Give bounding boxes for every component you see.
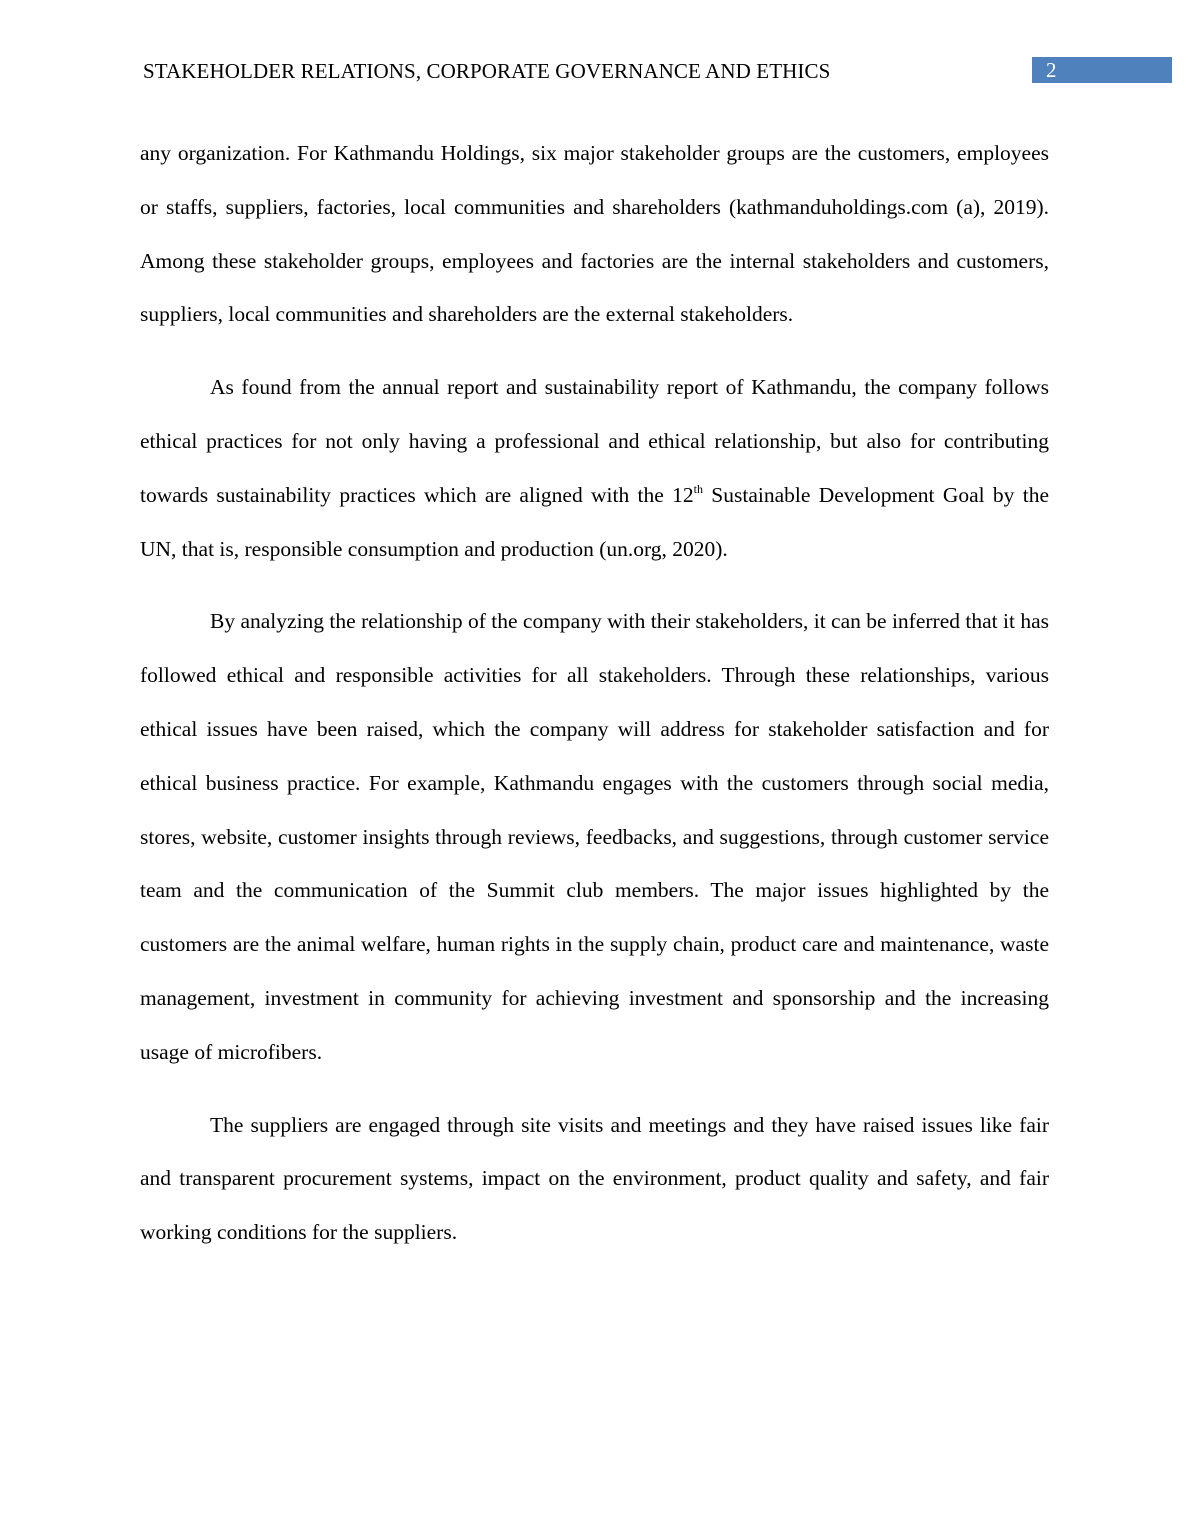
page-number-badge xyxy=(1032,57,1172,83)
paragraph-ethical-practices xyxy=(140,361,1049,576)
paragraph-supplier-engagement: The suppliers are engaged through site visits and meetings and they have raised issues like fair and transparent procurement systems, impact on the environment, product quality and safety, and fair working conditions for the suppliers. xyxy=(140,1112,1049,1245)
paragraph-customer-engagement: By analyzing the relationship of the company with their stakeholders, it can be inferred that it has followed ethical and responsible activities for all stakeholders. Through these relationships, various ethical issues have been raised, which the company will address for stakeholder satisfaction and for ethical business practice. For example, Kathmandu engages with the customers through social media, stores, website, customer insights through reviews, feedbacks, and suggestions, through customer service team and the communication of the Summit club members. The major issues highlighted by the customers are the animal welfare, human rights in the supply chain, product care and maintenance, waste management, investment in community for achieving investment and sponsorship and the increasing usage of microfibers. xyxy=(140,609,1049,1064)
ordinal-superscript: th xyxy=(693,481,703,496)
paragraph-stakeholder-groups: any organization. For Kathmandu Holdings, six major stakeholder groups are the customers, employees or staffs, suppliers, factories, local communities and shareholders (kathmanduholdings.com (a), 2019). Among these stakeholder groups, employees and factories are the internal stakeholders and customers, suppliers, local communities and shareholders are the external stakeholders. xyxy=(140,141,1049,327)
body-text xyxy=(140,127,1049,1279)
running-head: STAKEHOLDER RELATIONS, CORPORATE GOVERNANCE AND ETHICS xyxy=(143,59,831,83)
page-number: 2 xyxy=(1046,58,1057,82)
paragraph-ethical-practices-text: As found from the annual report and sustainability report of Kathmandu, the company follows ethical practices for not only having a professional and ethical relationship, but also for contributing towards sustainability practices which are aligned with the 12 xyxy=(140,375,1049,507)
paragraph-ethical-practices-text-end: Sustainable Development Goal by the UN, that is, responsible consumption and production (un.org, 2020). xyxy=(140,482,1049,561)
